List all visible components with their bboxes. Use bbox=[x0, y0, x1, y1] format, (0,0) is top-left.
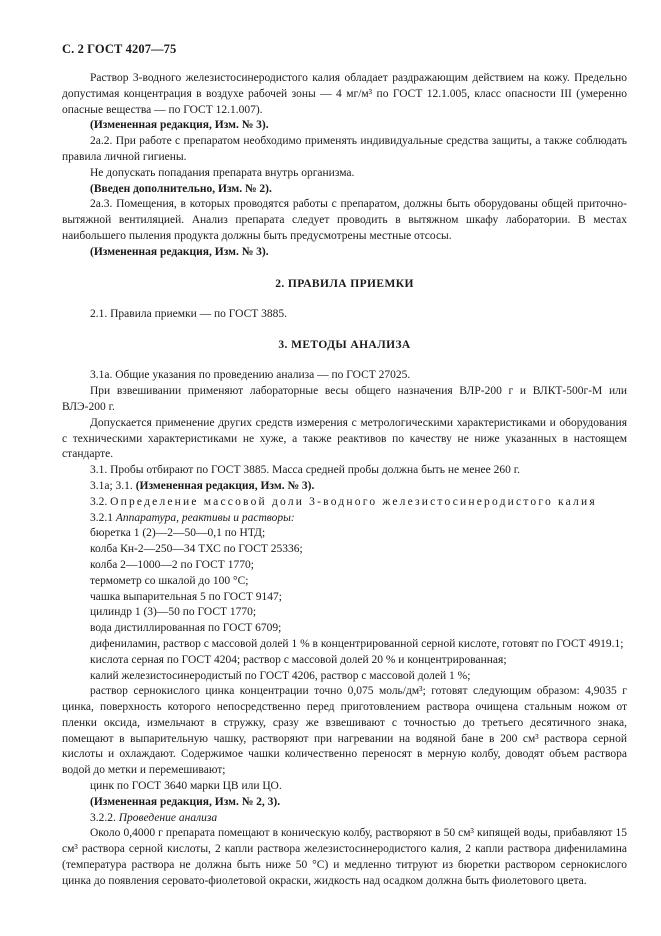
amendment-note: (Введен дополнительно, Изм. № 2). bbox=[90, 182, 272, 195]
list-item: колба Кн-2—250—34 ТХС по ГОСТ 25336; bbox=[90, 543, 303, 556]
clause-number: 3.2.2. bbox=[90, 811, 116, 824]
clause-heading bbox=[62, 511, 627, 527]
paragraph: Около 0,4000 г препарата помещают в коническую колбу, растворяют в 50 см³ кипящей воды, прибавляют 15 см³ раствора серной кислоты, 2 капли раствора железистосинеродистого калия, 2 капли раствора дифениламина (температура раствора не должна быть ниже 50 °С) и медленно титруют из бюретки раствором сернокислого цинка до появления серовато-фиолетовой окраски, жидкость над осадком должна быть фиолетового цвета. bbox=[62, 827, 627, 887]
amendment-note: (Измененная редакция, Изм. № 3). bbox=[135, 479, 315, 492]
paragraph: раствор сернокислого цинка концентрации точно 0,075 моль/дм³; готовят следующим образом: 4,9035 г цинка, поверхность которого непосредственно перед приготовлением раствора очищена стальным ножом от пленки оксида, измельчают в стружку, сразу же взвешивают с точностью до третьего десятичного знака, помещают в выпарительную чашку, растворяют при нагревании на водяной бане в 200 см³ раствора серной кислоты и охлаждают. Содержимое чашки количественно переносят в мерную колбу, доводят объем раствора водой до метки и перемешивают; bbox=[62, 685, 627, 777]
list-item: термометр со шкалой до 100 °С; bbox=[90, 574, 249, 587]
list-item: вода дистиллированная по ГОСТ 6709; bbox=[90, 622, 282, 635]
page-header: С. 2 ГОСТ 4207—75 bbox=[62, 42, 177, 56]
paragraph: Раствор 3-водного железистосинеродистого калия обладает раздражающим действием на кожу. Предельно допустимая концентрация в воздухе рабочей зоны — 4 мг/м³ по ГОСТ 12.1.005, класс опасности III (умеренно опасные вещества — по ГОСТ 12.1.007). bbox=[62, 72, 627, 116]
paragraph: Не допускать попадания препарата внутрь организма. bbox=[90, 166, 355, 179]
list-item: колба 2—1000—2 по ГОСТ 1770; bbox=[90, 558, 254, 571]
amendment-note: (Измененная редакция, Изм. № 2, 3). bbox=[90, 795, 281, 808]
paragraph: цинк по ГОСТ 3640 марки ЦВ или ЦО. bbox=[90, 780, 282, 793]
paragraph: дифениламин, раствор с массовой долей 1 % в концентрированной серной кислоте, готовят по ГОСТ 4919.1; bbox=[90, 637, 624, 650]
paragraph: кислота серная по ГОСТ 4204; раствор с массовой долей 20 % и концентрированная; bbox=[90, 653, 507, 666]
paragraph: При взвешивании применяют лабораторные весы общего назначения ВЛР-200 г и ВЛКТ-500г-М или ВЛЭ-200 г. bbox=[62, 385, 627, 413]
paragraph: 2а.3. Помещения, в которых проводятся работы с препаратом, должны быть оборудованы общей приточно-вытяжной вентиляцией. Анализ препарата следует проводить в вытяжном шкафу лаборатории. В местах наибольшего пыления продукта должны быть предусмотрены местные отсосы. bbox=[62, 198, 627, 242]
list-item: чашка выпарительная 5 по ГОСТ 9147; bbox=[90, 590, 282, 603]
paragraph: Допускается применение других средств измерения с метрологическими характеристиками и оборудования с техническими характеристиками не хуже, а также реактивов по качеству не ниже указанных в настоящем стандарте. bbox=[62, 416, 627, 461]
clause-heading bbox=[62, 495, 627, 511]
list-item: бюретка 1 (2)—2—50—0,1 по НТД; bbox=[90, 527, 266, 540]
safety-block bbox=[62, 71, 627, 261]
paragraph: 3.1а. Общие указания по проведению анализа — по ГОСТ 27025. bbox=[90, 369, 411, 382]
list-item: цилиндр 1 (3)—50 по ГОСТ 1770; bbox=[90, 606, 257, 619]
clause-number: 3.2.1 bbox=[90, 511, 113, 524]
section-title-acceptance: 2. ПРАВИЛА ПРИЕМКИ bbox=[275, 277, 414, 290]
paragraph: калий железистосинеродистый по ГОСТ 4206, раствор с массовой долей 1 %; bbox=[90, 669, 471, 682]
clause-title: Аппаратура, реактивы и растворы: bbox=[115, 511, 295, 524]
paragraph: 2.1. Правила приемки — по ГОСТ 3885. bbox=[90, 307, 288, 320]
clause-number: 3.1а; 3.1. bbox=[90, 479, 133, 492]
reagent-list bbox=[62, 526, 627, 637]
amendment-note: (Измененная редакция, Изм. № 3). bbox=[90, 119, 269, 132]
clause-heading bbox=[62, 811, 627, 827]
amendment-note: (Измененная редакция, Изм. № 3). bbox=[90, 245, 269, 258]
paragraph bbox=[62, 479, 627, 495]
paragraph: 3.1. Пробы отбирают по ГОСТ 3885. Масса средней пробы должна быть не менее 260 г. bbox=[90, 464, 520, 477]
clause-title: Проведение анализа bbox=[118, 811, 218, 824]
clause-number: 3.2. bbox=[90, 495, 108, 508]
section-title-methods: 3. МЕТОДЫ АНАЛИЗА bbox=[278, 339, 411, 352]
paragraph: 2а.2. При работе с препаратом необходимо применять индивидуальные средства защиты, а также соблюдать правила личной гигиены. bbox=[62, 135, 627, 163]
clause-title: Определение массовой доли 3-водного железистосинеродистого калия bbox=[110, 495, 597, 508]
